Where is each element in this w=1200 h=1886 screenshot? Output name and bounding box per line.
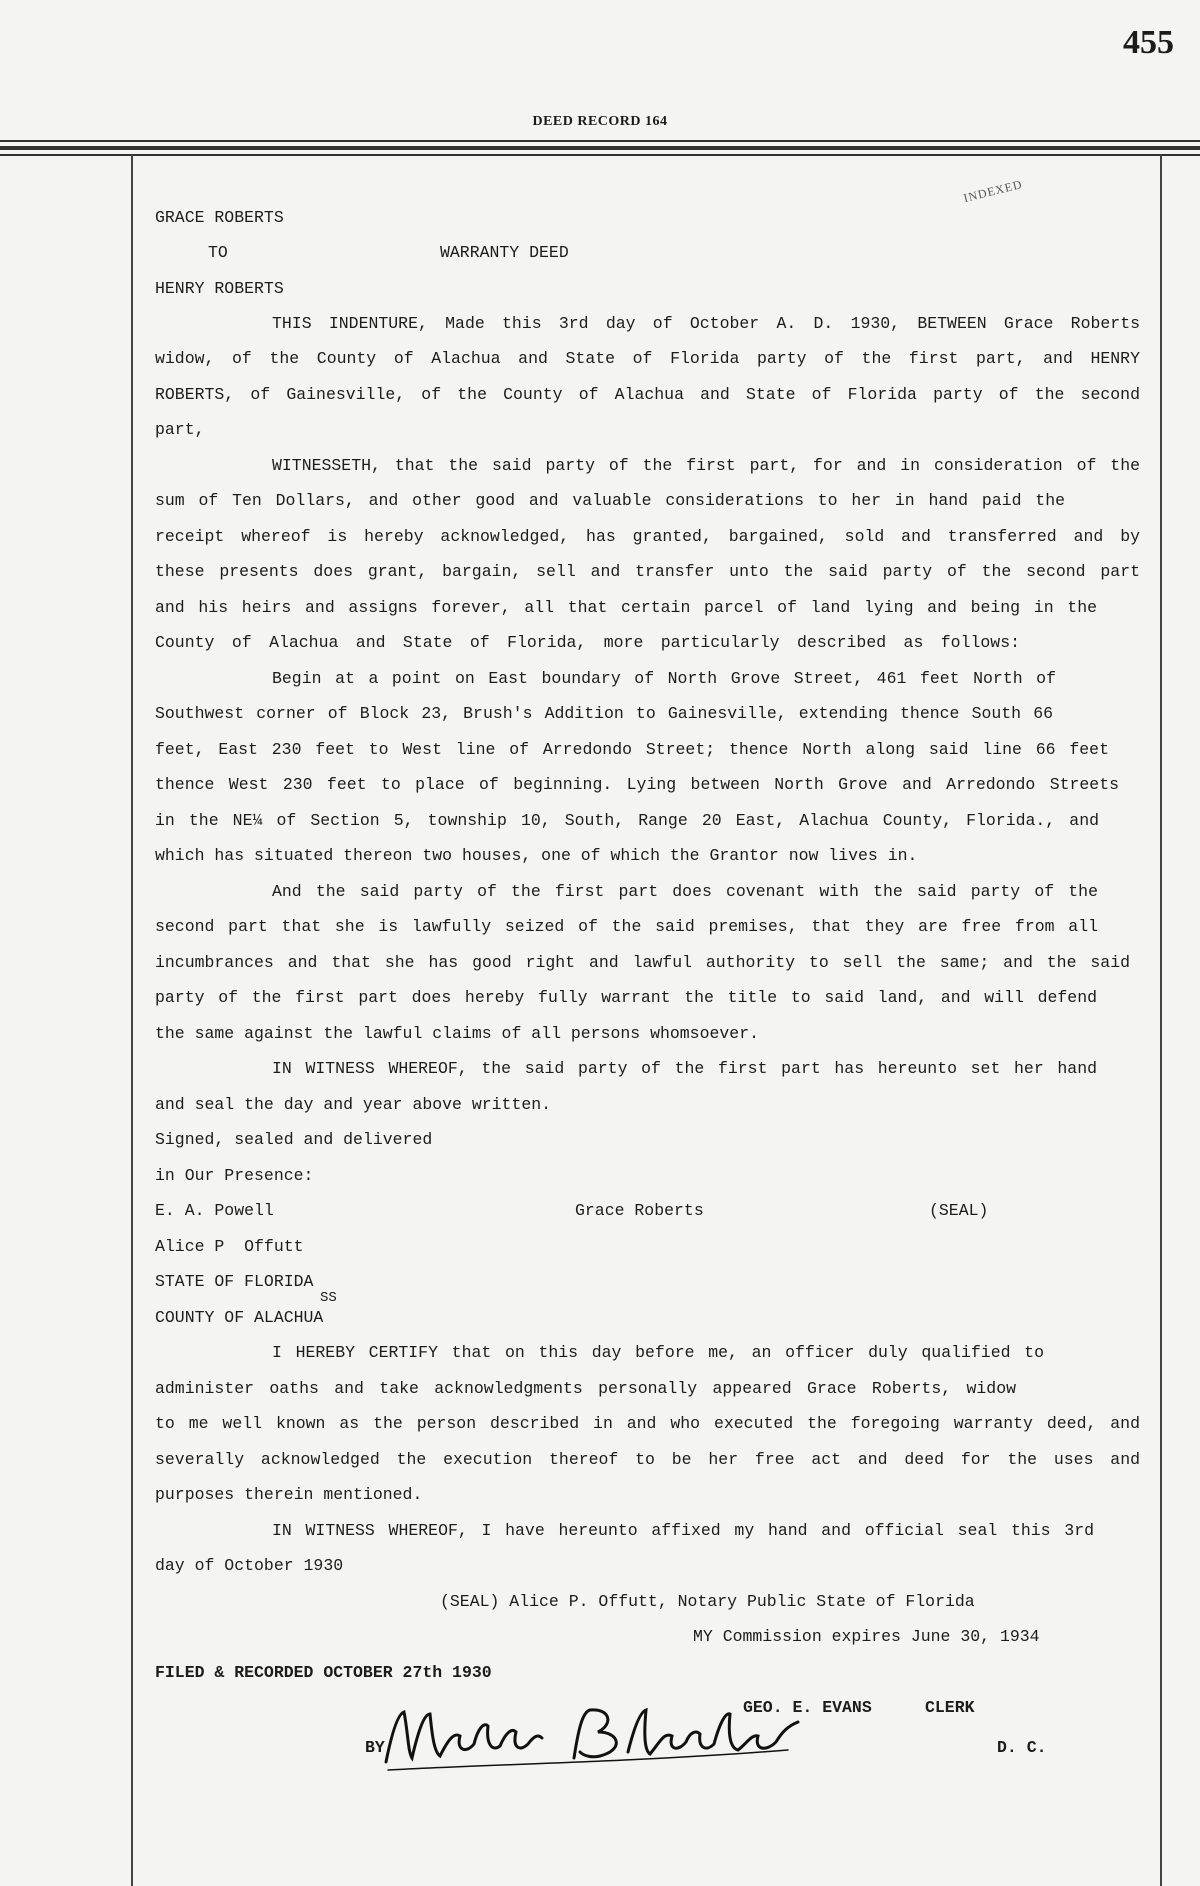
grantor-name: GRACE ROBERTS [155,208,284,227]
presence-line: in Our Presence: [155,1166,314,1185]
right-margin-line [1160,154,1162,1886]
body-line: Southwest corner of Block 23, Brush's Addition to Gainesville, extending thence South 66 [155,704,1053,723]
body-line: second part that she is lawfully seized of the said premises, that they are free from all [155,917,1098,936]
grantor-seal: (SEAL) [929,1201,989,1220]
header-rule-bottom [0,154,1200,156]
filed-recorded: FILED & RECORDED OCTOBER 27th 1930 [155,1663,492,1682]
body-line: which has situated thereon two houses, one of which the Grantor now lives in. [155,846,918,865]
deputy-clerk-label: D. C. [997,1738,1047,1757]
by-label: BY [365,1738,385,1757]
venue-ss: SS [320,1290,337,1306]
body-line: widow, of the County of Alachua and State of Florida party of the first part, and HENRY [155,349,1140,368]
body-line: Begin at a point on East boundary of North Grove Street, 461 feet North of [272,669,1056,688]
body-line: part, [155,420,205,439]
deed-type: WARRANTY DEED [440,243,569,262]
body-line: County of Alachua and State of Florida, more particularly described as follows: [155,633,1020,652]
ack-line: I HEREBY CERTIFY that on this day before me, an officer duly qualified to [272,1343,1044,1362]
notary-seal-line: (SEAL) Alice P. Offutt, Notary Public State of Florida [440,1592,975,1611]
body-line: IN WITNESS WHEREOF, the said party of the first part has hereunto set her hand [272,1059,1097,1078]
witness-1: E. A. Powell [155,1201,274,1220]
body-line: the same against the lawful claims of all persons whomsoever. [155,1024,759,1043]
body-line: sum of Ten Dollars, and other good and valuable considerations to her in hand paid the [155,491,1065,510]
body-line: THIS INDENTURE, Made this 3rd day of October A. D. 1930, BETWEEN Grace Roberts [272,314,1140,333]
ack-line: to me well known as the person described in and who executed the foregoing warranty deed, and [155,1414,1140,1433]
grantor-signature: Grace Roberts [575,1201,704,1220]
notary-commission: MY Commission expires June 30, 1934 [693,1627,1040,1646]
body-line: and his heirs and assigns forever, all that certain parcel of land lying and being in the [155,598,1097,617]
body-line: these presents does grant, bargain, sell and transfer unto the said party of the second part [155,562,1140,581]
clerk-name: GEO. E. EVANS [743,1698,872,1717]
body-line: feet, East 230 feet to West line of Arredondo Street; thence North along said line 66 feet [155,740,1109,759]
venue-county: COUNTY OF ALACHUA [155,1308,324,1327]
ack-line: severally acknowledged the execution thereof to be her free act and deed for the uses and [155,1450,1140,1469]
left-margin-line [131,154,133,1886]
body-line: incumbrances and that she has good right and lawful authority to sell the same; and the said [155,953,1130,972]
ack-line: purposes therein mentioned. [155,1485,423,1504]
notary-witness-line: day of October 1930 [155,1556,344,1575]
deputy-clerk-signature [378,1692,808,1782]
body-line: and seal the day and year above written. [155,1095,552,1114]
to-label: TO [208,243,228,262]
clerk-title: CLERK [925,1698,975,1717]
body-line: in the NE¼ of Section 5, township 10, South, Range 20 East, Alachua County, Florida., and [155,811,1099,830]
body-line: receipt whereof is hereby acknowledged, has granted, bargained, sold and transferred and by [155,527,1140,546]
body-line: party of the first part does hereby fully warrant the title to said land, and will defend [155,988,1097,1007]
signed-sealed-line: Signed, sealed and delivered [155,1130,433,1149]
page-number: 455 [1123,24,1174,61]
witness-2: Alice P Offutt [155,1237,304,1256]
header-rule-middle [0,146,1200,150]
body-line: And the said party of the first part does covenant with the said party of the [272,882,1098,901]
body-line: thence West 230 feet to place of beginning. Lying between North Grove and Arredondo Streets [155,775,1119,794]
body-line: ROBERTS, of Gainesville, of the County of Alachua and State of Florida party of the second [155,385,1140,404]
venue-state: STATE OF FLORIDA [155,1272,314,1291]
book-title: DEED RECORD 164 [532,114,668,129]
ack-line: administer oaths and take acknowledgments personally appeared Grace Roberts, widow [155,1379,1016,1398]
body-line: WITNESSETH, that the said party of the first part, for and in consideration of the [272,456,1140,475]
indexed-stamp: INDEXED [962,176,1025,206]
grantee-name: HENRY ROBERTS [155,279,284,298]
header-rule-top [0,140,1200,142]
notary-witness-line: IN WITNESS WHEREOF, I have hereunto affixed my hand and official seal this 3rd [272,1521,1094,1540]
